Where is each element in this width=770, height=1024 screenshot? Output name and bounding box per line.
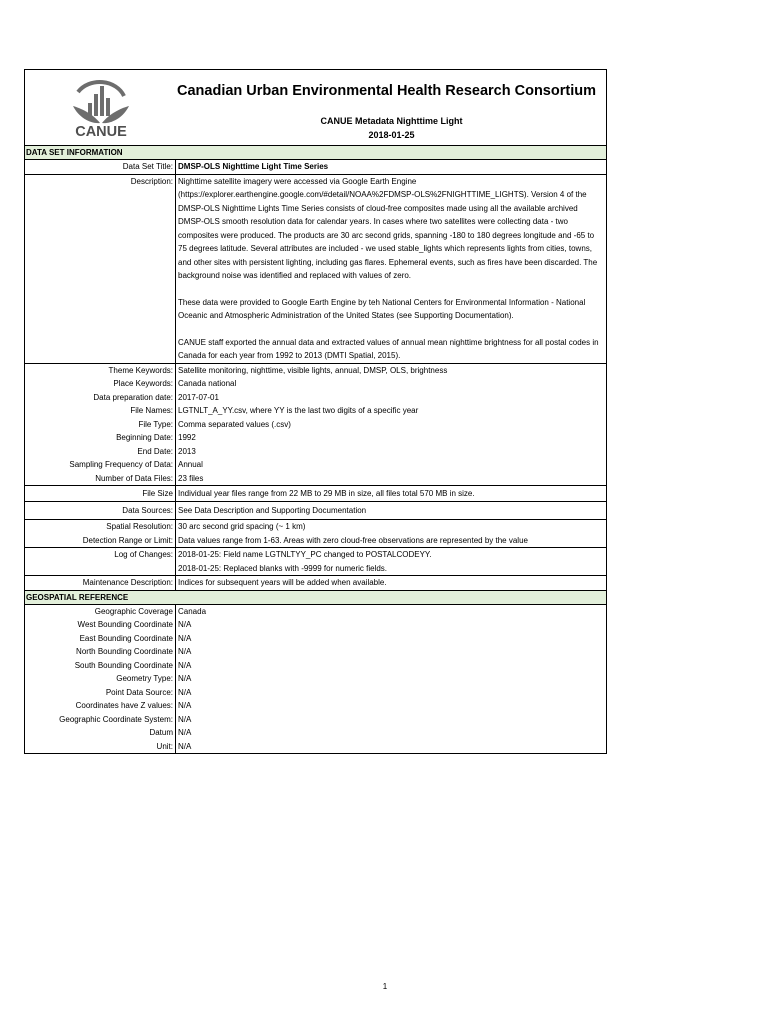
- field-label: Unit:: [25, 740, 176, 754]
- field-label: Maintenance Description:: [25, 576, 176, 590]
- section-dataset-info: DATA SET INFORMATION: [25, 146, 606, 160]
- doc-title: CANUE Metadata Nighttime Light: [320, 116, 463, 126]
- field-value: Indices for subsequent years will be added when available.: [178, 578, 387, 587]
- field-value: Data values range from 1-63. Areas with zero cloud-free observations are represented by the value: [178, 535, 528, 545]
- field-value: 2013: [178, 446, 196, 456]
- field-value: N/A: [178, 620, 192, 629]
- field-label: Theme Keywords:: [25, 364, 176, 378]
- canue-logo-icon: [25, 70, 175, 145]
- field-label: Number of Data Files:: [25, 472, 176, 486]
- table-row: [25, 363, 606, 378]
- field-value: N/A: [178, 687, 192, 697]
- description-row: [25, 174, 606, 363]
- table-row: [25, 618, 606, 632]
- field-value: Canada: [178, 606, 207, 616]
- field-value: N/A: [178, 701, 192, 710]
- table-row: [25, 501, 606, 519]
- field-value: N/A: [178, 714, 192, 724]
- field-value: LGTNLT_A_YY.csv, where YY is the last two digits of a specific year: [178, 406, 419, 415]
- field-label: Geometry Type:: [25, 672, 176, 686]
- field-value: Canada national: [178, 379, 237, 388]
- table-row: [25, 562, 606, 576]
- table-row: [25, 645, 606, 659]
- metadata-sheet: [24, 69, 607, 754]
- table-row: [25, 632, 606, 646]
- field-label: West Bounding Coordinate: [25, 618, 176, 632]
- table-row: [25, 534, 606, 548]
- table-row: [25, 377, 606, 391]
- field-label: Geographic Coordinate System:: [25, 713, 176, 727]
- field-value: Satellite monitoring, nighttime, visible lights, annual, DMSP, OLS, brightness: [178, 365, 448, 375]
- section-geospatial-reference: GEOSPATIAL REFERENCE: [25, 590, 606, 605]
- field-label: Place Keywords:: [25, 377, 176, 391]
- field-value: [176, 175, 606, 363]
- table-row: [25, 605, 606, 619]
- field-label: File Names:: [25, 404, 176, 418]
- field-label: Point Data Source:: [25, 686, 176, 700]
- field-value: 1992: [178, 433, 196, 442]
- field-value: N/A: [178, 674, 192, 683]
- field-label: Coordinates have Z values:: [25, 699, 176, 713]
- field-label: End Date:: [25, 445, 176, 459]
- field-value: N/A: [178, 660, 192, 670]
- field-label: Data preparation date:: [25, 391, 176, 405]
- table-row: [25, 458, 606, 472]
- field-label: Description:: [25, 175, 176, 363]
- table-row: [25, 404, 606, 418]
- field-label: File Size: [25, 486, 176, 501]
- field-value: Annual: [178, 460, 203, 469]
- table-row: [25, 726, 606, 740]
- field-value: Individual year files range from 22 MB to 29 MB in size, all files total 570 MB in size.: [178, 489, 475, 498]
- table-row: [25, 713, 606, 727]
- field-label: Sampling Frequency of Data:: [25, 458, 176, 472]
- field-value: N/A: [178, 741, 192, 751]
- field-label: North Bounding Coordinate: [25, 645, 176, 659]
- field-value: See Data Description and Supporting Documentation: [178, 506, 367, 515]
- table-row: [25, 519, 606, 534]
- table-row: [25, 740, 606, 754]
- table-row: [25, 672, 606, 686]
- field-value: 2018-01-25: Replaced blanks with -9999 for numeric fields.: [178, 563, 388, 573]
- field-value: DMSP-OLS Nighttime Light Time Series: [178, 162, 329, 171]
- field-label: Beginning Date:: [25, 431, 176, 445]
- doc-date: 2018-01-25: [368, 130, 415, 140]
- field-label: South Bounding Coordinate: [25, 659, 176, 673]
- field-label: Geographic Coverage: [25, 605, 176, 619]
- field-value: N/A: [178, 647, 192, 656]
- table-row: [25, 472, 606, 486]
- org-title: Canadian Urban Environmental Health Research Consortium: [177, 83, 596, 99]
- table-row: [25, 418, 606, 432]
- field-label: Log of Changes:: [25, 548, 176, 562]
- field-label: File Type:: [25, 418, 176, 432]
- field-label: Detection Range or Limit:: [25, 534, 176, 548]
- field-label: Data Set Title:: [25, 160, 176, 174]
- field-value: 30 arc second grid spacing (~ 1 km): [178, 522, 306, 531]
- field-value: 2017-07-01: [178, 392, 219, 402]
- table-row: [25, 686, 606, 700]
- description-paragraph: These data were provided to Google Earth Engine by teh National Centers for Environmental Information - National Oceanic and Atmospheric Administration of the United States (see Supporting Documentation).: [178, 297, 586, 320]
- description-paragraph: Nighttime satellite imagery were accessed via Google Earth Engine (https://explorer.earthengine.google.com/#detail/NOAA%2FDMSP-OLS%2FNIGHTTIME_LIGHTS). Version 4 of the DMSP-OLS Nighttime Lights Time Series consists of cloud-free composites made using all the available archived DMSP-OLS smooth resolution data for calendar years. In cases where two satellites were collecting data - two composites were produced. The products are 30 arc second grids, spanning -180 to 180 degrees longitude and -65 to 75 degrees latitude. Several attributes are included - we used stable_lights which represents lights from cities, towns, and other sites with persistent lighting, including gas flares. Ephemeral events, such as fires have been discarded. The background noise was identified and replaced with values of zero.: [178, 176, 598, 280]
- field-value: 2018-01-25: Field name LGTNLTYY_PC changed to POSTALCODEYY.: [178, 550, 432, 559]
- field-value: 23 files: [178, 473, 204, 483]
- field-value: N/A: [178, 633, 192, 643]
- sheet-header: [25, 70, 606, 146]
- table-row: [25, 547, 606, 562]
- svg-text:CANUE: CANUE: [75, 124, 127, 140]
- table-row: [25, 445, 606, 459]
- field-label: Spatial Resolution:: [25, 520, 176, 534]
- table-row: [25, 431, 606, 445]
- table-row: [25, 659, 606, 673]
- page-number: 1: [382, 982, 388, 991]
- field-value: Comma separated values (.csv): [178, 419, 291, 429]
- field-label: Datum: [25, 726, 176, 740]
- field-value: N/A: [178, 728, 192, 737]
- field-label: Data Sources:: [25, 502, 176, 519]
- field-label: East Bounding Coordinate: [25, 632, 176, 646]
- field-label: [25, 562, 176, 576]
- canue-logo: [25, 70, 175, 145]
- table-row: [25, 575, 606, 590]
- description-paragraph: CANUE staff exported the annual data and extracted values of annual mean nighttime brightness for all postal codes in Canada for each year from 1992 to 2013 (DMTI Spatial, 2015).: [178, 337, 599, 360]
- table-row: [25, 699, 606, 713]
- dataset-title-row: [25, 160, 606, 174]
- table-row: [25, 485, 606, 501]
- table-row: [25, 391, 606, 405]
